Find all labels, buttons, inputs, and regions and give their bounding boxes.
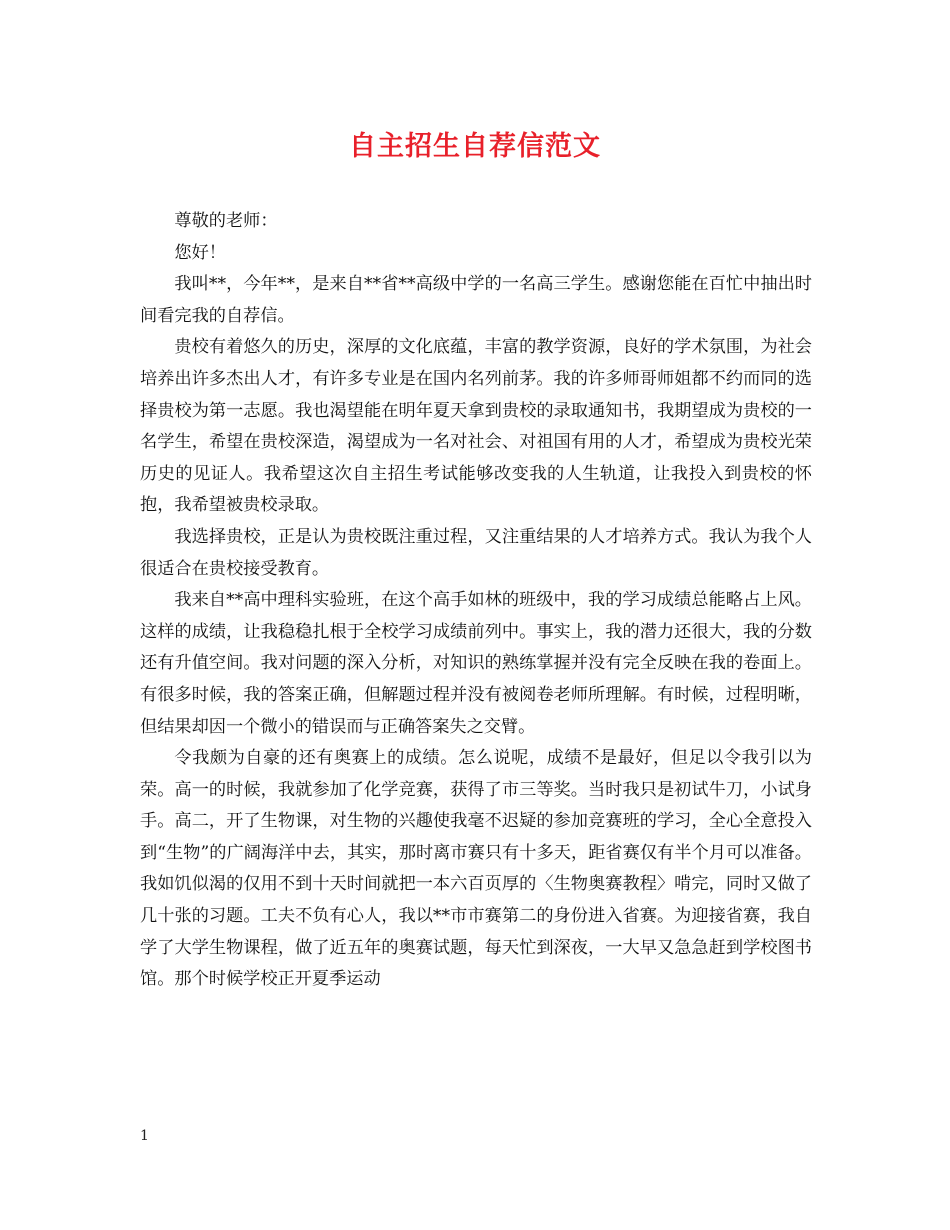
page-number: 1 (140, 1128, 149, 1144)
paragraph-4: 我来自**高中理科实验班，在这个高手如林的班级中，我的学习成绩总能略占上风。这样的成绩，让我稳稳扎根于全校学习成绩前列中。事实上，我的潜力还很大，我的分数还有升值空间。我对问题的深入分析，对知识的熟练掌握并没有完全反映在我的卷面上。有很多时候，我的答案正确，但解题过程并没有被阅卷老师所理解。有时候，过程明晰，但结果却因一个微小的错误而与正确答案失之交臂。 (140, 590, 812, 737)
document-title: 自主招生自荐信范文 (349, 131, 601, 162)
paragraph-5: 令我颇为自豪的还有奥赛上的成绩。怎么说呢，成绩不是最好，但足以令我引以为荣。高一的时候，我就参加了化学竞赛，获得了市三等奖。当时我只是初试牛刀，小试身手。高二，开了生物课，对生物的兴趣使我毫不迟疑的参加竞赛班的学习，全心全意投入到“生物”的广阔海洋中去，其实，那时离市赛只有十多天，距省赛仅有半个月可以准备。我如饥似渴的仅用不到十天时间就把一本六百页厚的〈生物奥赛教程〉啃完，同时又做了几十张的习题。工夫不负有心人，我以**市市赛第二的身份进入省赛。为迎接省赛，我自学了大学生物课程，做了近五年的奥赛试题，每天忙到深夜，一大早又急急赶到学校图书馆。那个时候学校正开夏季运动 (140, 748, 812, 990)
paragraph-2: 贵校有着悠久的历史，深厚的文化底蕴，丰富的教学资源，良好的学术氛围，为社会培养出许多杰出人才，有许多专业是在国内名列前茅。我的许多师哥师姐都不约而同的选择贵校为第一志愿。我也渴望能在明年夏天拿到贵校的录取通知书，我期望成为贵校的一名学生，希望在贵校深造，渴望成为一名对社会、对祖国有用的人才，希望成为贵校光荣历史的见证人。我希望这次自主招生考试能够改变我的人生轨道，让我投入到贵校的怀抱，我希望被贵校录取。 (140, 337, 812, 516)
greeting: 您好！ (174, 242, 226, 263)
document-body (140, 206, 812, 996)
salutation: 尊敬的老师： (174, 211, 278, 231)
paragraph-3: 我选择贵校，正是认为贵校既注重过程，又注重结果的人才培养方式。我认为我个人很适合在贵校接受教育。 (140, 526, 812, 579)
paragraph-1: 我叫**，今年**，是来自**省**高级中学的一名高三学生。感谢您能在百忙中抽出时间看完我的自荐信。 (140, 274, 812, 326)
